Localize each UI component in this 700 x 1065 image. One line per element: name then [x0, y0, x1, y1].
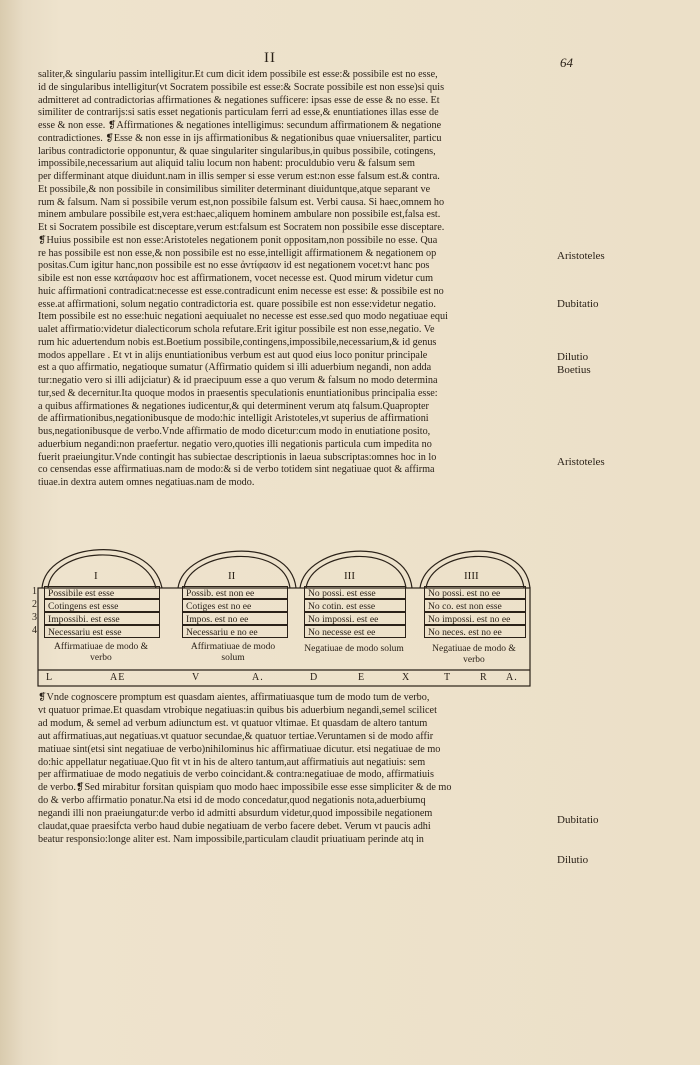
body-text-line: similiter de contrarijs:si satis esset negationis particulam ferri ad esse,& enuntiationes illas esse de	[38, 107, 439, 119]
bottom-letter-7: X	[402, 672, 411, 683]
lower-text-line: claudat,quae praesifcta verbo haud dubie negatiuam de verbo facere debet. Verum vt paucis adhi	[38, 821, 431, 833]
cell-r4-c1: Necessariu est esse	[44, 625, 160, 638]
body-text-line: Item possibile est no esse:huic negationi aequiualet no necesse est esse.sed quo modo negatiuae equi	[38, 311, 448, 323]
lower-text-line: ad modum, & semel ad verbum adiunctum est. vt quatuor vltimae. Et quasdam de altero tantum	[38, 717, 428, 729]
margin-note-dubitatio-2: Dubitatio	[557, 814, 599, 826]
margin-note-dubitatio: Dubitatio	[557, 298, 599, 310]
margin-note-aristoteles: Aristoteles	[557, 250, 605, 262]
body-text-line: per differminant atque diuidunt.nam in illis semper si esse verum est:non esse falsum est.& contra.	[38, 171, 440, 182]
lower-text-line: per affirmatiuae de modo negatiuis de verbo coincidant.& contra:negatiuae de modo, affirmatiuis	[38, 769, 434, 781]
body-text-line: esse & non esse. ❡Affirmationes & negationes intelligimus: secundum affirmationem & negatione	[38, 120, 442, 131]
body-text-line: modos appellare . Et vt in alijs enuntiationibus verbum est aut quod eius loco ponitur principale	[38, 349, 428, 361]
bottom-letter-1: L	[46, 672, 54, 683]
cell-r3-c2: Impos. est no ee	[182, 612, 288, 625]
body-text-line: minem ambulare possibile est,vera est:haec,aliquem hominem ambulare non possibile est,falsa est.	[38, 209, 441, 221]
cell-r4-c3: No necesse est ee	[304, 625, 406, 638]
lower-text-line: negandi illi non praeiungatur:de verbo id admitti absurdum videtur,quod impossibile negationem	[38, 808, 433, 820]
row-number-3: 3	[32, 612, 37, 623]
lower-text-line: matiuae sint(etsi sint negatiuae de verbo)nihilominus hic affirmatiuae dicutur. etsi negatiuae de mo	[38, 743, 441, 755]
body-text-line: tur,sed & decernitur.Ita quoque modos in praesentis speculationis enuntiationibus principalia esse:	[38, 387, 438, 399]
cell-r4-c4: No neces. est no ee	[424, 625, 526, 638]
lower-text-line: vt quatuor primae.Et quasdam vtrobique negatiuas:in quibus bis aduerbium negandi,semel scilicet	[38, 704, 437, 716]
lower-text-line: do & verbo affirmatio ponatur.Na etsi id de modo concedatur,quod negationis nota,aduerbiumq	[38, 795, 426, 807]
row-number-2: 2	[32, 599, 37, 610]
body-text-line: rum hic aduertendum nobis est.Boetium possibile,contingens,impossibile,necessarium,& id genus	[38, 336, 437, 348]
body-text-line: ❡Huius possibile est non esse:Aristoteles negationem ponit oppositam,non possibile no esse. Qua	[38, 234, 438, 246]
body-text-line: laribus contradictorie opponuntur, & quae singulariter singularibus,in quibus possibile, cotingens,	[38, 145, 436, 157]
bottom-letter-9: R	[480, 672, 488, 683]
cell-r1-c1: Possibile est esse	[44, 586, 160, 599]
body-text-line: co censendas esse affirmatiuas.nam de modo:& si de verbo totidem sint negatiuae quot & affirma	[38, 464, 435, 476]
cell-r1-c2: Possib. est non ee	[182, 586, 288, 599]
cell-r2-c4: No co. est non esse	[424, 599, 526, 612]
cell-r3-c3: No impossi. est ee	[304, 612, 406, 625]
body-text-line: de affirmationibus,negationibusque de modo:hic intelligit Aristoteles,vt superius de affirmationi	[38, 413, 429, 425]
margin-note-boetius: Boetius	[557, 364, 591, 376]
body-text-line: est a quo affirmatio, negatioque sumatur (Affirmatio quidem si illi aduerbium negandi, non adda	[38, 362, 432, 374]
body-text-line: fuerit praeiungitur.Vnde contingit has subiectae descriptionis in laeua subscriptas:omnes hoc in lo	[38, 451, 437, 463]
cell-r2-c1: Cotingens est esse	[44, 599, 160, 612]
body-text-line: huic affirmationi contradicat:necesse est esse.contradicunt enim necesse est esse: & possibile est no	[38, 285, 444, 297]
body-text-line: aduerbium negandi:non praefertur. negatio vero,quoties illi negationis particula cum impedita no	[38, 438, 432, 450]
margin-note-dilutio: Dilutio	[557, 351, 589, 363]
body-text-line: saliter,& singulariu passim intelligitur.Et cum dicit idem possibile est esse:& possibile est no esse,	[38, 69, 438, 80]
lower-text-line: aut affirmatiuas,aut negatiuas.vt quatuor secundae,& quatuor tertiae.Veruntamen si de modo affir	[38, 730, 434, 742]
body-text-line: bus,negationibusque de verbo.Vnde affirmatio de modo dicetur:cum modo in enutiatione posito,	[38, 426, 431, 437]
summary-negatiuae-modo-solum: Negatiuae de modo solum	[304, 644, 404, 654]
summary-affirmatiuae-modo-solum: Affirmatiuae de modo solum	[190, 642, 276, 663]
body-text-line: tur:negatio vero si illi adijciatur) & id praecipuum esse a quo verum & falsum no modo determina	[38, 375, 438, 386]
cell-r4-c2: Necessariu e no ee	[182, 625, 288, 638]
body-text-line: Et possibile,& non possibile in consimilibus similiter determinant diuiduntque,atque separant ve	[38, 183, 431, 195]
body-text-line: Et si Socratem possibile est disceptare,verum est:falsum est Socratem non possibile esse disceptare.	[38, 222, 445, 233]
body-text-line: sibile est non esse κατάφασιν hoc est affirmationem, vocet necesse est. Quod mirum videtur cum	[38, 273, 434, 284]
summary-affirmatiuae-modo-verbo: Affirmatiuae de modo & verbo	[53, 642, 148, 663]
cell-r2-c3: No cotin. est esse	[304, 599, 406, 612]
lower-text-line: beatur responsio:longe aliter est. Nam impossibile,particulam claudit priuatiuam perinde atq in	[38, 833, 424, 845]
body-text-line: tiuae.in dextra autem omnes negatiuas.nam de modo.	[38, 477, 255, 488]
body-text-line: positas.Cum igitur hanc,non possibile est no esse ἀντίφασιν id est negationem vocet:vt hanc pos	[38, 260, 430, 272]
bottom-letter-8: T	[444, 672, 452, 683]
cell-r1-c4: No possi. est no ee	[424, 586, 526, 599]
body-text-line: admitteret ad contradictorias affirmationes & negationes sufficere: ipsas esse de esse & no esse. Et	[38, 94, 440, 106]
column-heading-3: III	[344, 570, 355, 582]
folio-number: 64	[560, 55, 573, 70]
body-text-line: rum & falsum. Nam si possibile verum est,non possibile falsum est. Verbi causa. Si haec,omnem ho	[38, 196, 445, 208]
lower-text-line: de verbo.❡Sed mirabitur forsitan quispiam quo modo haec impossibile esse esse simpliciter & de mo	[38, 782, 452, 794]
row-number-4: 4	[32, 625, 37, 636]
body-text-line: impossibile,necessarium aut aliquid taliu locum non habent: proculdubio veru & falsum sem	[38, 158, 415, 170]
body-text-line: re has possibile est non esse,& non possibile est no esse,intelligit affirmationem & negationem op	[38, 247, 437, 259]
body-text-line: ualet affirmatio:videtur dialecticorum schola refutare.Erit igitur possibile est non esse,negatio. Ve	[38, 324, 435, 335]
bottom-letter-10: A.	[506, 672, 518, 683]
lower-text-line: ❡Vnde cognoscere promptum est quasdam aientes, affirmatiuasque tum de modo tum de verbo,	[38, 692, 430, 703]
summary-negatiuae-modo-verbo: Negatiuae de modo & verbo	[432, 644, 516, 665]
cell-r3-c4: No impossi. est no ee	[424, 612, 526, 625]
lower-text-block	[38, 692, 540, 847]
column-heading-1: I	[94, 570, 98, 582]
bottom-letter-5: D	[310, 672, 319, 683]
modal-propositions-diagram	[32, 530, 532, 698]
column-heading-4: IIII	[464, 570, 479, 582]
body-text-line: esse.at affirmationi, solum negatio contradictoria est. quare possibile est non esse:videtur negatio.	[38, 298, 436, 310]
margin-note-aristoteles-2: Aristoteles	[557, 456, 605, 468]
body-text-line: a quibus affirmationes & negationes iudicentur,& qui determinent verum atq falsum.Quapropter	[38, 400, 429, 412]
cell-r2-c2: Cotiges est no ee	[182, 599, 288, 612]
cell-r1-c3: No possi. est esse	[304, 586, 406, 599]
body-text-line: id de singularibus intelligitur(vt Socratem possibile est esse:& Socrate possibile est non esse)si quis	[38, 81, 445, 93]
signature-mark: II	[264, 50, 276, 66]
row-number-1: 1	[32, 586, 37, 597]
column-heading-2: II	[228, 570, 236, 582]
lower-text-line: do:hic appellatur negatiuae.Quo fit vt in his de altero tantum,aut affirmatiuis aut negatiuis: sem	[38, 756, 426, 768]
bottom-letter-4: A.	[252, 672, 264, 683]
margin-note-dilutio-2: Dilutio	[557, 854, 589, 866]
upper-text-block	[38, 69, 540, 490]
bottom-letter-6: E	[358, 672, 366, 683]
bottom-letter-2: AE	[110, 672, 126, 683]
cell-r3-c1: Impossibi. est esse	[44, 612, 160, 625]
bottom-letter-3: V	[192, 672, 201, 683]
body-text-line: contradictiones. ❡Esse & non esse in ijs affirmationibus & negationibus quae vniuersaliter, particu	[38, 132, 442, 144]
